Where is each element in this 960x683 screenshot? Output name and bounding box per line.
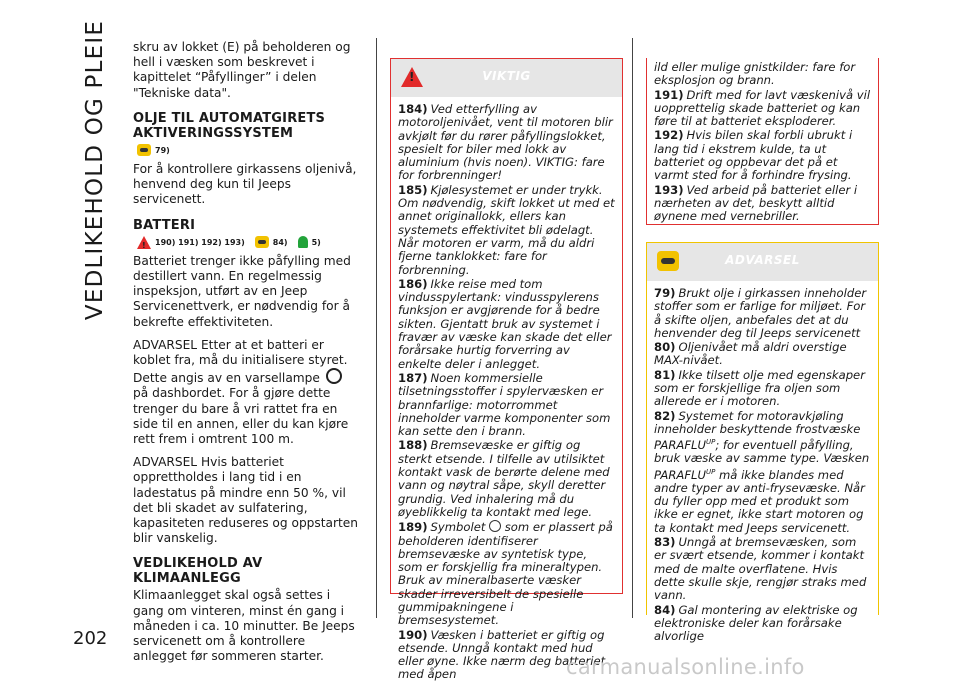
heading-oil-automatic: OLJE TIL AUTOMATGIRETS AKTIVERINGSSYSTEM [133,110,326,141]
steering-warning-lamp-icon [326,368,342,384]
note-item: 188) Bremsevæske er giftig og sterkt etsende. I tilfelle av utilsiktet kontakt vask de berørte delene med vann og nøytral såpe, skyll deretter grundig. Ved inhalering må du øyeblikkelig ta kontakt med lege. [398,438,610,519]
note-item: 187) Noen kommersielle tilsetningsstoffer i spylervæsken er brannfarlige: motorrommet inneholder varme komponenter som kan sette den i brann. [398,370,611,439]
intro-paragraph: skru av lokket (E) på beholderen og hell i væsken som beskrevet i kapittelet “Påfyllinger” i delen "Tekniske data". [133,40,351,100]
warning-triangle-icon [137,236,151,249]
note-item: 84) Gal montering av elektriske og elektroniske deler kan forårsake alvorlige [654,602,858,644]
note-item: 192) Hvis bilen skal forbli ubrukt i lang tid i ekstrem kulde, ta ut batteriet og oppbevar det på et varmt sted for å forhindre frysing. [654,128,853,183]
heading-battery: BATTERI [133,217,196,233]
heading-air-conditioning: VEDLIKEHOLD AV KLIMAANLEGG [133,556,263,587]
page-number: 202 [73,628,108,649]
note-item: 190) Væsken i batteriet er giftig og etsende. Unngå kontakt med hud eller øyne. Ikke nærm deg batteriet med åpen [398,627,606,682]
viktig-header: ! VIKTIG [391,59,622,97]
side-section-title: VEDLIKEHOLD OG PLEIE [82,19,108,321]
column-divider-2 [632,38,633,618]
note-item: 193) Ved arbeid på batteriet eller i nærheten av det, beskytt alltid øynene med vernebriller. [654,182,858,224]
advarsel-header: ADVARSEL [647,243,878,281]
paragraph-battery-1: Batteriet trenger ikke påfylling med destillert vann. En regelmessig inspeksjon, utført av en Jeep Servicenettverk, er nødvendig for å bekrefte effektiviteten. [133,253,351,329]
note-item: 184) Ved etterfylling av motoroljenivået, vent til motoren blir avkjølt før du rører påfyllingslokket, spesielt for biler med lokk av aluminium (hvis noen). VIKTIG: fare for forbrenninger! [398,102,613,183]
note-item: 80) Oljenivået må aldri overstige MAX-nivået. [654,340,847,368]
car-warning-icon [137,144,151,156]
note-item: 79) Brukt olje i girkassen inneholder stoffer som er farlige for miljøet. For å skifte oljen, anbefales det at du henvender deg til Jeeps servicenett [654,286,867,340]
column-left [133,40,359,673]
viktig-box-continued [646,58,879,225]
environment-leaf-icon [298,236,308,248]
refs-oil: 79) [137,143,359,158]
paragraph-air-conditioning: Klimaanlegget skal også settes i gang om vinteren, minst én gang i måneden i ca. 10 minutter. Be Jeeps servicenett om å kontrollere anlegget før sommeren starter. [133,588,355,664]
paragraph-battery-2: ADVARSEL Etter at et batteri er koblet fra, må du initialisere styret. Dette angis av en varsellampe på dashbordet. For å gjøre dette trenger du bare å vri rattet fra en side til en annen, eller du kan kjøre rett frem i omtrent 100 m. [133,337,349,447]
note-continuation: ild eller mulige gnistkilder: fare for eksplosjon og brann. [654,60,856,88]
car-warning-icon [255,236,269,248]
note-item: 191) Drift med for lavt væskenivå vil uopprettelig skade batteriet og kan føre til at batteriet eksploderer. [654,87,871,129]
note-item: 83) Unngå at bremsevæsken, som er svært etsende, kommer i kontakt med de malte overflatene. Hvis dette skulle skje, rengjør straks med vann. [654,535,867,603]
paragraph-battery-3: ADVARSEL Hvis batteriet opprettholdes i lang tid i en ladestatus på mindre enn 50 %, vil det bli skadet av sulfatering, kapasiteten reduseres og oppstarten blir vanskelig. [133,455,359,546]
note-item: 189) Symbolet som er plassert på beholderen identifiserer bremsevæske av syntetisk type, som er forskjellig fra mineraltypen. Bruk av mineralbaserte væsker skader irreversibelt de spesielle gummipakningene i bremsesystemet. [398,520,613,628]
brake-fluid-symbol-icon [489,520,501,532]
note-item: 82) Systemet for motoravkjøling inneholder beskyttende frostvæske $PARAFLU^{UP}$; for eventuell påfylling, bruk væske av samme type. Væsken $PARAFLU^{UP}$ må ikke blandes med andre typer av anti-frysevæske. Når du fyller opp med et produkt som ikke er egnet, ikke start motoren og ta kontakt med Jeeps servicenett. [654,408,870,535]
refs-battery: ! 190) 191) 192) 193) 84) 5) [137,235,359,250]
watermark: carmanualsonline.info [566,655,805,679]
paragraph-oil: For å kontrollere girkassens oljenivå, henvend deg kun til Jeeps servicenett. [133,162,357,207]
column-divider-1 [376,38,377,618]
note-item: 185) Kjølesystemet er under trykk. Om nødvendig, skift lokket ut med et annet originallokk, ellers kan systemets effektivitet bli ødelagt. Når motoren er varm, må du aldri fjerne tanklokket: fare for forbrenning. [398,182,615,277]
note-item: 186) Ikke reise med tom vindusspylertank: vindusspylerens funksjon er avgjørende for å bedre sikten. Gjentatt bruk av systemet i fravær av væske kan skade det eller forårsake hurtig forverring av enkelte deler i anlegget. [398,276,612,371]
viktig-box [390,58,623,682]
advarsel-box [646,242,879,644]
note-item: 81) Ikke tilsett olje med egenskaper som er forskjellige fra oljen som allerede er i motoren. [654,367,865,409]
